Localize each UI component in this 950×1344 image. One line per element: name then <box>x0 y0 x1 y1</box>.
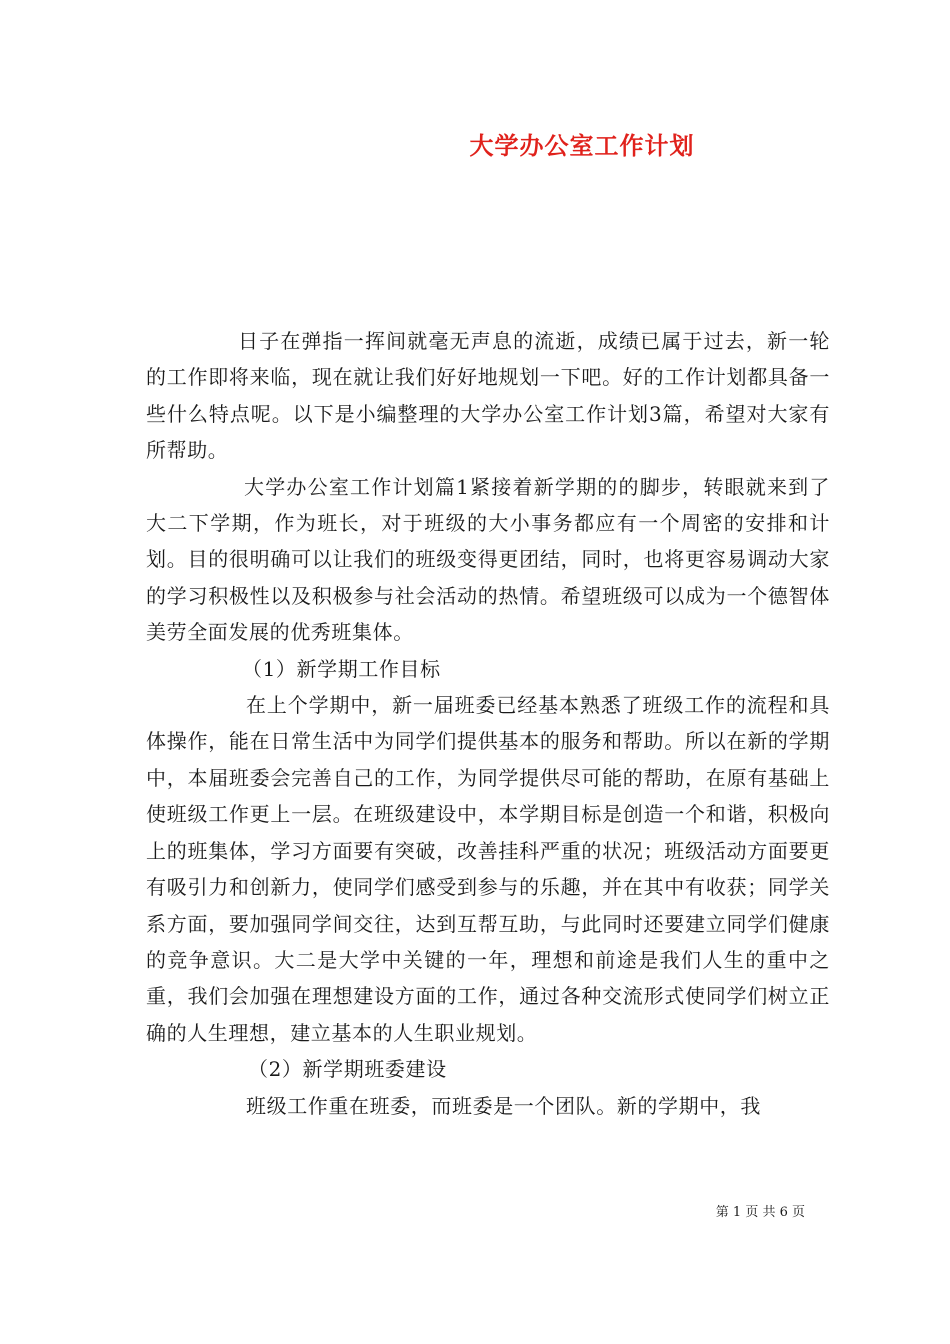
section-heading-committee: （2）新学期班委建设 <box>248 1057 447 1082</box>
paragraph-plan-1: 大学办公室工作计划篇1紧接着新学期的的脚步，转眼就来到了大二下学期，作为班长，对于班级的大小事务都应有一个周密的安排和计划。目的很明确可以让我们的班级变得更团结，同时，也将更容易调动大家的学习积极性以及积极参与社会活动的热情。希望班级可以成为一个德智体美劳全面发展的优秀班集体。 <box>146 474 830 645</box>
paragraph-goals: 在上个学期中，新一届班委已经基本熟悉了班级工作的流程和具体操作，能在日常生活中为同学们提供基本的服务和帮助。所以在新的学期中，本届班委会完善自己的工作，为同学提供尽可能的帮助，在原有基础上使班级工作更上一层。在班级建设中，本学期目标是创造一个和谐，积极向上的班集体，学习方面要有突破，改善挂科严重的状况；班级活动方面要更有吸引力和创新力，使同学们感受到参与的乐趣，并在其中有收获；同学关系方面，要加强同学间交往，达到互帮互助，与此同时还要建立同学们健康的竞争意识。大二是大学中关键的一年，理想和前途是我们人生的重中之重，我们会加强在理想建设方面的工作，通过各种交流形式使同学们树立正确的人生理想，建立基本的人生职业规划。 <box>146 693 830 1045</box>
paragraph-intro: 日子在弹指一挥间就毫无声息的流逝，成绩已属于过去，新一轮的工作即将来临，现在就让我们好好地规划一下吧。好的工作计划都具备一些什么特点呢。以下是小编整理的大学办公室工作计划3篇，希望对大家有所帮助。 <box>146 329 830 463</box>
document-title <box>0 130 950 162</box>
paragraph-committee: 班级工作重在班委，而班委是一个团队。新的学期中，我 <box>246 1093 761 1118</box>
document-body <box>146 323 830 1124</box>
page-number: 第 1 页 共 6 页 <box>715 1205 805 1220</box>
page-footer <box>716 1204 805 1222</box>
section-heading-goals: （1）新学期工作目标 <box>242 656 441 681</box>
document-title-text: 大学办公室工作计划 <box>469 132 695 160</box>
